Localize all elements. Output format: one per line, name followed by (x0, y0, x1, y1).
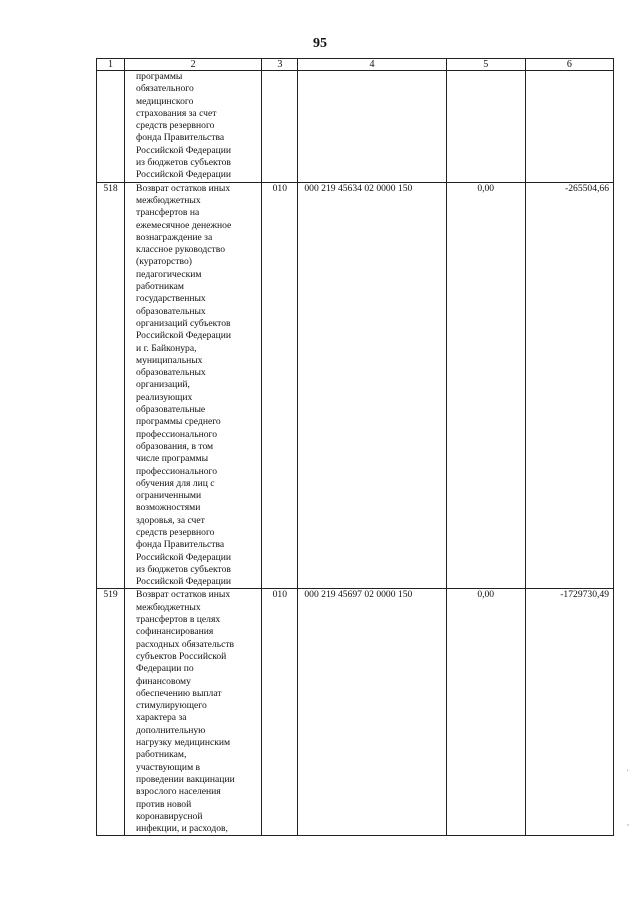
row-description (125, 589, 262, 836)
page-number: 95 (313, 36, 327, 51)
row-kbk (298, 71, 446, 183)
row-code (262, 71, 298, 183)
row-value-5 (446, 71, 525, 183)
scan-mark: ' (627, 768, 629, 777)
column-header-2: 2 (125, 59, 262, 71)
row-value-6 (525, 71, 613, 183)
budget-table (96, 58, 614, 836)
column-header-5: 5 (446, 59, 525, 71)
column-header-1: 1 (97, 59, 125, 71)
row-number: 518 (97, 182, 125, 589)
row-value-6: -265504,66 (525, 182, 613, 589)
table-row (97, 589, 614, 836)
row-number: 519 (97, 589, 125, 836)
row-number (97, 71, 125, 183)
row-value-5: 0,00 (446, 182, 525, 589)
description-text: Возврат остатков иных межбюджетных трансфертов в целях софинансирования расходных обязательств субъектов Российской Федерации по финансовому обеспечению выплат стимулирующего характера за дополнительную нагрузку медицинским работникам, участвующим в проведении вакцинации взрослого населения против новой коронавирусной инфекции, и расходов, (136, 589, 235, 835)
row-description (125, 182, 262, 589)
row-kbk: 000 219 45634 02 0000 150 (298, 182, 446, 589)
table-row (97, 182, 614, 589)
row-code: 010 (262, 589, 298, 836)
row-value-5: 0,00 (446, 589, 525, 836)
row-value-6: -1729730,49 (525, 589, 613, 836)
scan-mark: , (627, 818, 629, 827)
column-number-row (97, 59, 614, 71)
description-text: Возврат остатков иных межбюджетных трансфертов на ежемесячное денежное вознаграждение за классное руководство (кураторство) педагогическим работникам государственных образовательных организаций субъектов Российской Федерации и г. Байконура, муниципальных образовательных организаций, реализующих образовательные программы среднего профессионального образования, в том числе программы профессионального обучения для лиц с ограниченными возможностями здоровья, за счет средств резервного фонда Правительства Российской Федерации из бюджетов субъектов Российской Федерации (136, 182, 232, 588)
row-description (125, 71, 262, 183)
column-header-3: 3 (262, 59, 298, 71)
row-code: 010 (262, 182, 298, 589)
column-header-6: 6 (525, 59, 613, 71)
table-row (97, 71, 614, 183)
row-kbk: 000 219 45697 02 0000 150 (298, 589, 446, 836)
description-text: программы обязательного медицинского страхования за счет средств резервного фонда Правительства Российской Федерации из бюджетов субъектов Российской Федерации (136, 71, 232, 181)
column-header-4: 4 (298, 59, 446, 71)
